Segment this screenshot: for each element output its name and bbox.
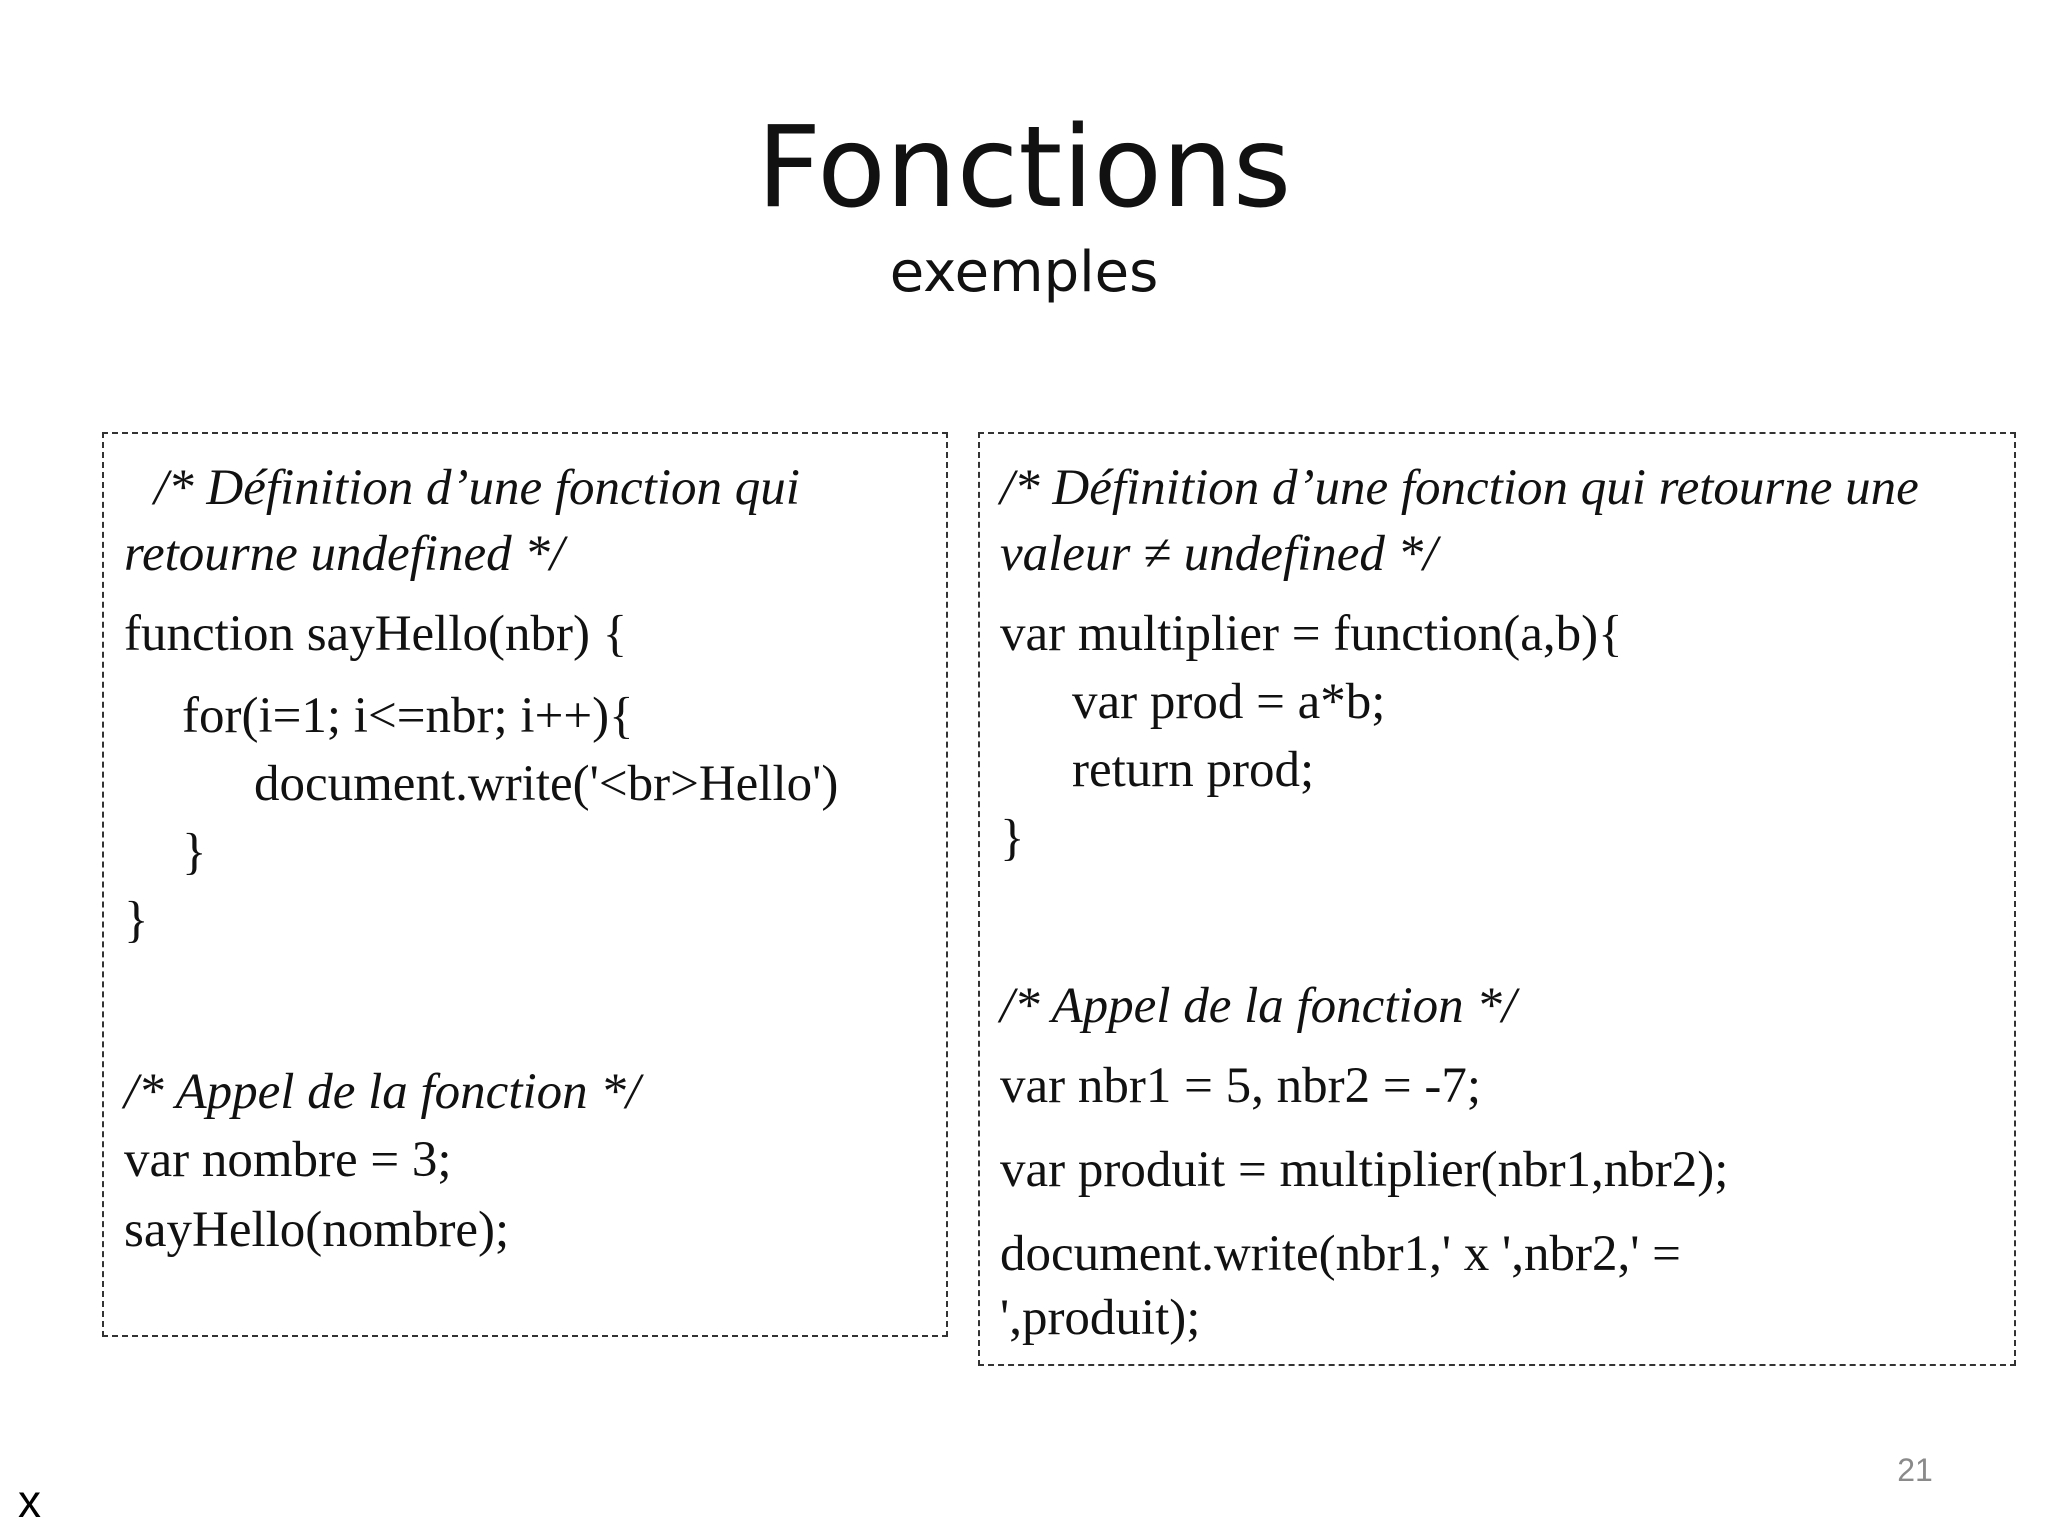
- code-box-multiplier: [978, 432, 2016, 1366]
- comment-definition-line-1: /* Définition d’une fonction qui: [154, 460, 800, 516]
- code-line-close-loop: }: [182, 824, 207, 880]
- code-line-document-write-2: ',produit);: [1000, 1290, 1201, 1346]
- comment-call: /* Appel de la fonction */: [1000, 978, 1517, 1034]
- code-line-var-nombre: var nombre = 3;: [124, 1132, 452, 1188]
- code-line-var-prod: var prod = a*b;: [1072, 674, 1386, 730]
- code-line-close-function: }: [124, 892, 149, 948]
- comment-call: /* Appel de la fonction */: [124, 1064, 641, 1120]
- comment-definition-line-2: valeur ≠ undefined */: [1000, 526, 1438, 582]
- code-box-say-hello: [102, 432, 948, 1337]
- comment-definition-line-2: retourne undefined */: [124, 526, 565, 582]
- code-line-function-declaration: function sayHello(nbr) {: [124, 606, 628, 662]
- corner-mark: x: [18, 1475, 41, 1527]
- code-line-var-multiplier: var multiplier = function(a,b){: [1000, 606, 1623, 662]
- code-line-var-produit: var produit = multiplier(nbr1,nbr2);: [1000, 1142, 1729, 1198]
- code-line-return-prod: return prod;: [1072, 742, 1315, 798]
- comment-definition-line-1: /* Définition d’une fonction qui retourne une: [1000, 460, 1919, 516]
- code-line-document-write: document.write('<br>Hello'): [254, 756, 839, 812]
- page-number: 21: [1897, 1452, 1933, 1488]
- code-line-call-say-hello: sayHello(nombre);: [124, 1202, 510, 1258]
- slide-title: Fonctions: [756, 103, 1292, 233]
- code-line-var-nbr: var nbr1 = 5, nbr2 = -7;: [1000, 1058, 1482, 1114]
- code-line-close-function: }: [1000, 810, 1025, 866]
- code-line-for-loop: for(i=1; i<=nbr; i++){: [182, 688, 634, 744]
- code-line-document-write-1: document.write(nbr1,' x ',nbr2,' =: [1000, 1226, 1681, 1282]
- slide-subtitle: exemples: [889, 240, 1159, 305]
